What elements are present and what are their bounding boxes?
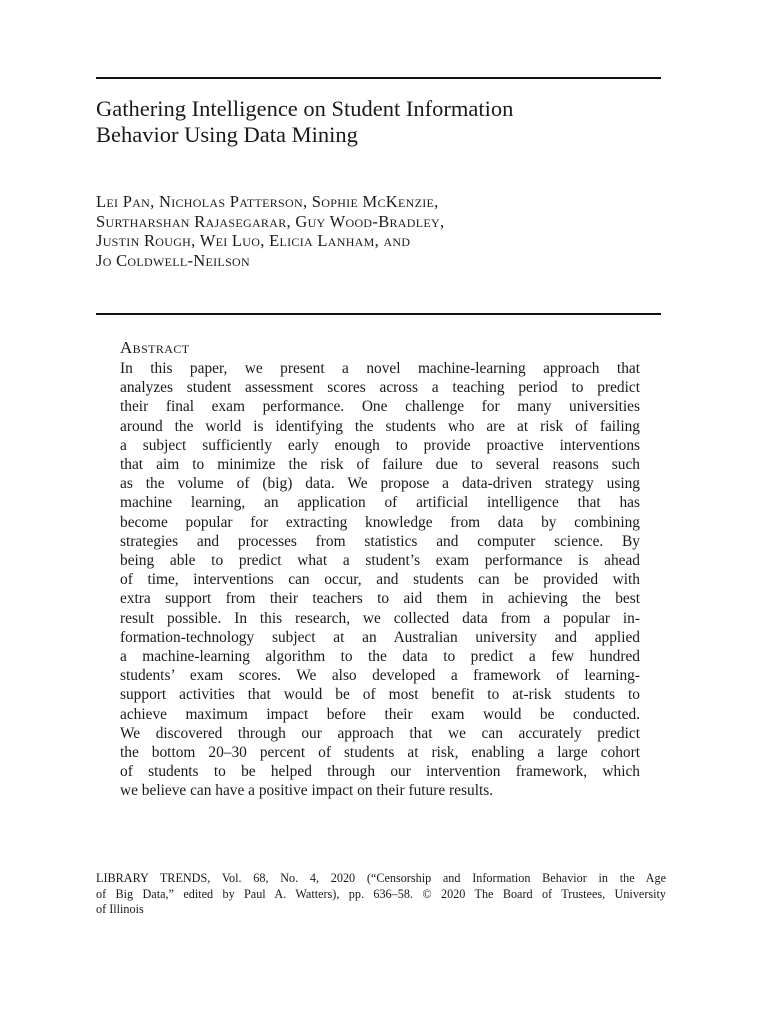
author-line: Justin Rough, Wei Luo, Elicia Lanham, and (96, 231, 411, 250)
article-title (96, 96, 676, 148)
abstract-line: machine learning, an application of artificial intelligence that has (120, 494, 640, 512)
abstract-line: achieve maximum impact before their exam would be conducted. (120, 705, 640, 723)
section-rule (96, 313, 661, 315)
author-line: Surtharshan Rajasegarar, Guy Wood-Bradley, (96, 211, 445, 231)
abstract-line: extra support from their teachers to aid them in achieving the best (120, 590, 640, 608)
abstract-line: formation-technology subject at an Australian university and applied (120, 628, 640, 646)
abstract-line: a machine-learning algorithm to the data to predict a few hundred (120, 648, 640, 666)
abstract-line: we believe can have a positive impact on their future results. (120, 782, 494, 800)
abstract-line: become popular for extracting knowledge from data by combining (120, 513, 640, 531)
abstract-line: their final exam performance. One challenge for many universities (120, 398, 640, 416)
abstract-line: support activities that would be of most benefit to at-risk students to (120, 686, 640, 704)
top-rule (96, 77, 661, 79)
abstract-line: students’ exam scores. We also developed a framework of learning- (120, 667, 640, 685)
author-line: Lei Pan, Nicholas Patterson, Sophie McKenzie, (96, 192, 439, 211)
author-list (96, 192, 676, 270)
abstract-line: result possible. In this research, we collected data from a popular in- (120, 609, 640, 627)
abstract-line: of students to be helped through our intervention framework, which (120, 763, 640, 781)
abstract-line: around the world is identifying the students who are at risk of failing (120, 417, 640, 435)
author-line: Jo Coldwell-Neilson (96, 250, 250, 270)
abstract-line: that aim to minimize the risk of failure due to several reasons such (120, 456, 640, 474)
footer-line: of Illinois (96, 902, 144, 916)
footer-line: LIBRARY TRENDS, Vol. 68, No. 4, 2020 (“Censorship and Information Behavior in the Age (96, 871, 666, 885)
abstract-line: the bottom 20–30 percent of students at risk, enabling a large cohort (120, 744, 640, 762)
abstract-line: a subject sufficiently early enough to provide proactive interventions (120, 436, 640, 454)
abstract-line: analyzes student assessment scores across a teaching period to predict (120, 379, 640, 397)
citation-footer (96, 871, 666, 918)
article-title-line: Behavior Using Data Mining (96, 122, 358, 147)
abstract-line: In this paper, we present a novel machine-learning approach that (120, 360, 640, 377)
abstract-line: strategies and processes from statistics and computer science. By (120, 532, 640, 550)
footer-line: of Big Data,” edited by Paul A. Watters), pp. 636–58. © 2020 The Board of Trustees, University (96, 886, 666, 901)
abstract-heading: Abstract (120, 338, 190, 357)
article-title-line: Gathering Intelligence on Student Information (96, 96, 514, 121)
abstract-line: of time, interventions can occur, and students can be provided with (120, 571, 640, 589)
abstract-line: We discovered through our approach that we can accurately predict (120, 724, 640, 742)
abstract-line: being able to predict what a student’s exam performance is ahead (120, 552, 640, 570)
abstract-body (120, 359, 640, 801)
abstract-line: as the volume of (big) data. We propose a data-driven strategy using (120, 475, 640, 493)
